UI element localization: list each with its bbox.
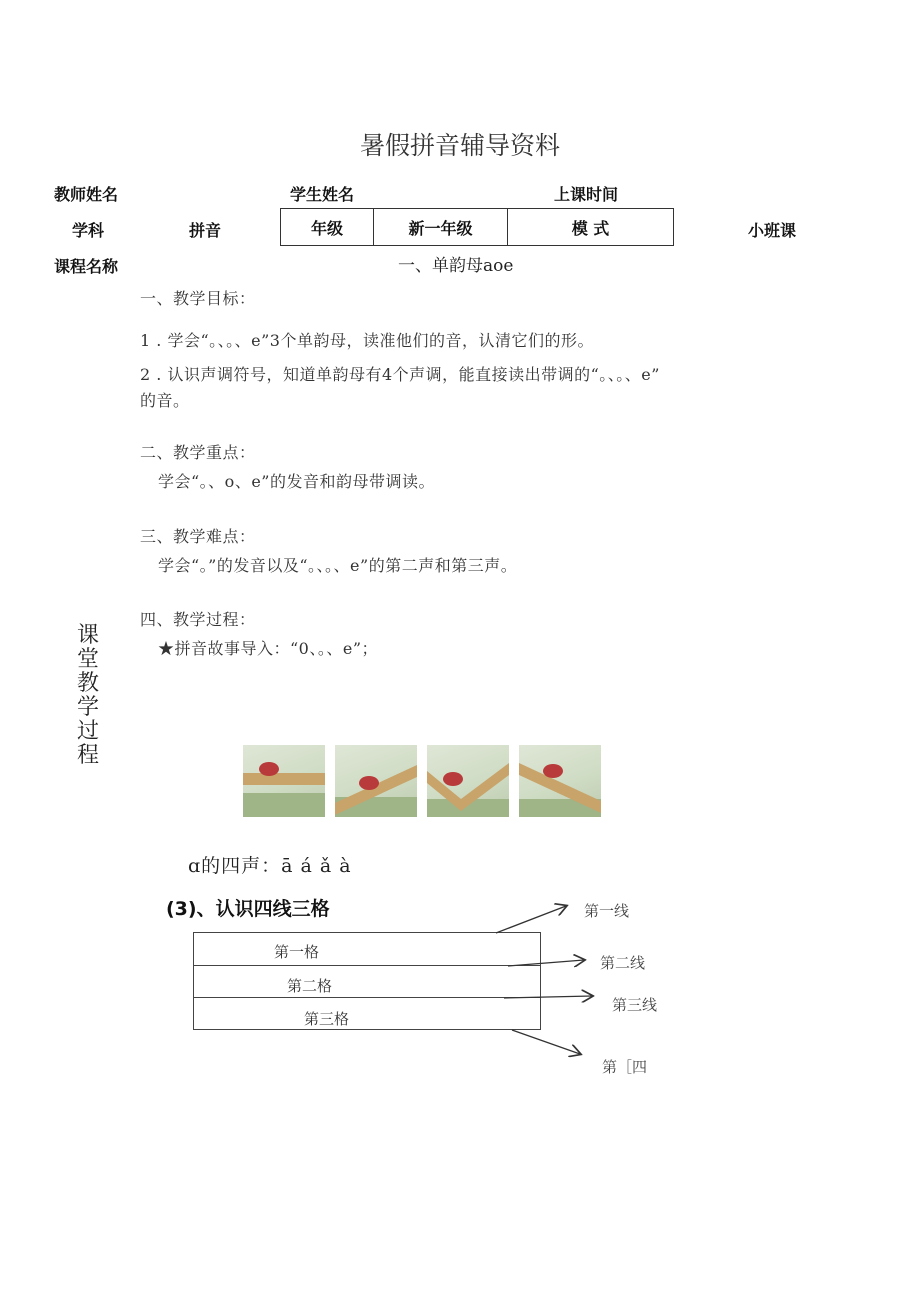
grid-cell-3: 第三格 bbox=[304, 1010, 350, 1028]
goal-2-line-2: 的音。 bbox=[140, 391, 190, 410]
process-heading: 四、教学过程： bbox=[140, 610, 256, 629]
grade-value: 新一年级 bbox=[374, 209, 508, 246]
four-line-grid-title: (3)、认识四线三格 bbox=[166, 898, 330, 920]
mode-value: 小班课 bbox=[748, 221, 797, 240]
course-name-value: 一、单韵母aoe bbox=[398, 256, 514, 276]
grid-cell-1: 第一格 bbox=[274, 943, 320, 961]
side-label-vertical: 课堂教学过程 bbox=[76, 623, 99, 768]
key-points-heading: 二、教学重点： bbox=[140, 443, 256, 462]
subject-value: 拼音 bbox=[189, 221, 222, 240]
key-points-text: 学会“。、o、e”的发音和韵母带调读。 bbox=[158, 472, 435, 491]
teacher-name-label: 教师姓名 bbox=[54, 185, 119, 204]
grid-cell-2: 第二格 bbox=[287, 977, 333, 995]
line-label-4: 第［四 bbox=[602, 1058, 648, 1076]
arrow-line-3 bbox=[504, 996, 592, 998]
difficulty-heading: 三、教学难点： bbox=[140, 527, 256, 546]
class-time-label: 上课时间 bbox=[554, 185, 619, 204]
a-four-tones: ɑ的四声：ā á ǎ à bbox=[188, 855, 352, 877]
subject-label: 学科 bbox=[72, 221, 105, 240]
story-intro: ★拼音故事导入：“0、。、e”； bbox=[158, 639, 379, 658]
arrow-line-4 bbox=[512, 1030, 580, 1054]
line-label-1: 第一线 bbox=[584, 902, 630, 920]
goal-1: 1 . 学会“。、。、e”3个单韵母，读准他们的音，认清它们的形。 bbox=[140, 331, 594, 350]
student-name-label: 学生姓名 bbox=[290, 185, 355, 204]
difficulty-text: 学会“。”的发音以及“。、。、e”的第二声和第三声。 bbox=[158, 556, 518, 575]
goals-heading: 一、教学目标： bbox=[140, 289, 256, 308]
page-title: 暑假拼音辅导资料 bbox=[359, 131, 560, 160]
line-label-2: 第二线 bbox=[600, 954, 646, 972]
arrow-line-2 bbox=[508, 960, 584, 966]
course-name-label: 课程名称 bbox=[54, 257, 119, 276]
line-label-3: 第三线 bbox=[612, 996, 658, 1014]
goal-2-line-1: 2 . 认识声调符号，知道单韵母有4个声调，能直接读出带调的“。、。、e” bbox=[140, 365, 660, 384]
grade-label: 年级 bbox=[281, 209, 374, 246]
mode-label: 模 式 bbox=[508, 209, 674, 246]
arrow-line-1 bbox=[496, 906, 566, 933]
